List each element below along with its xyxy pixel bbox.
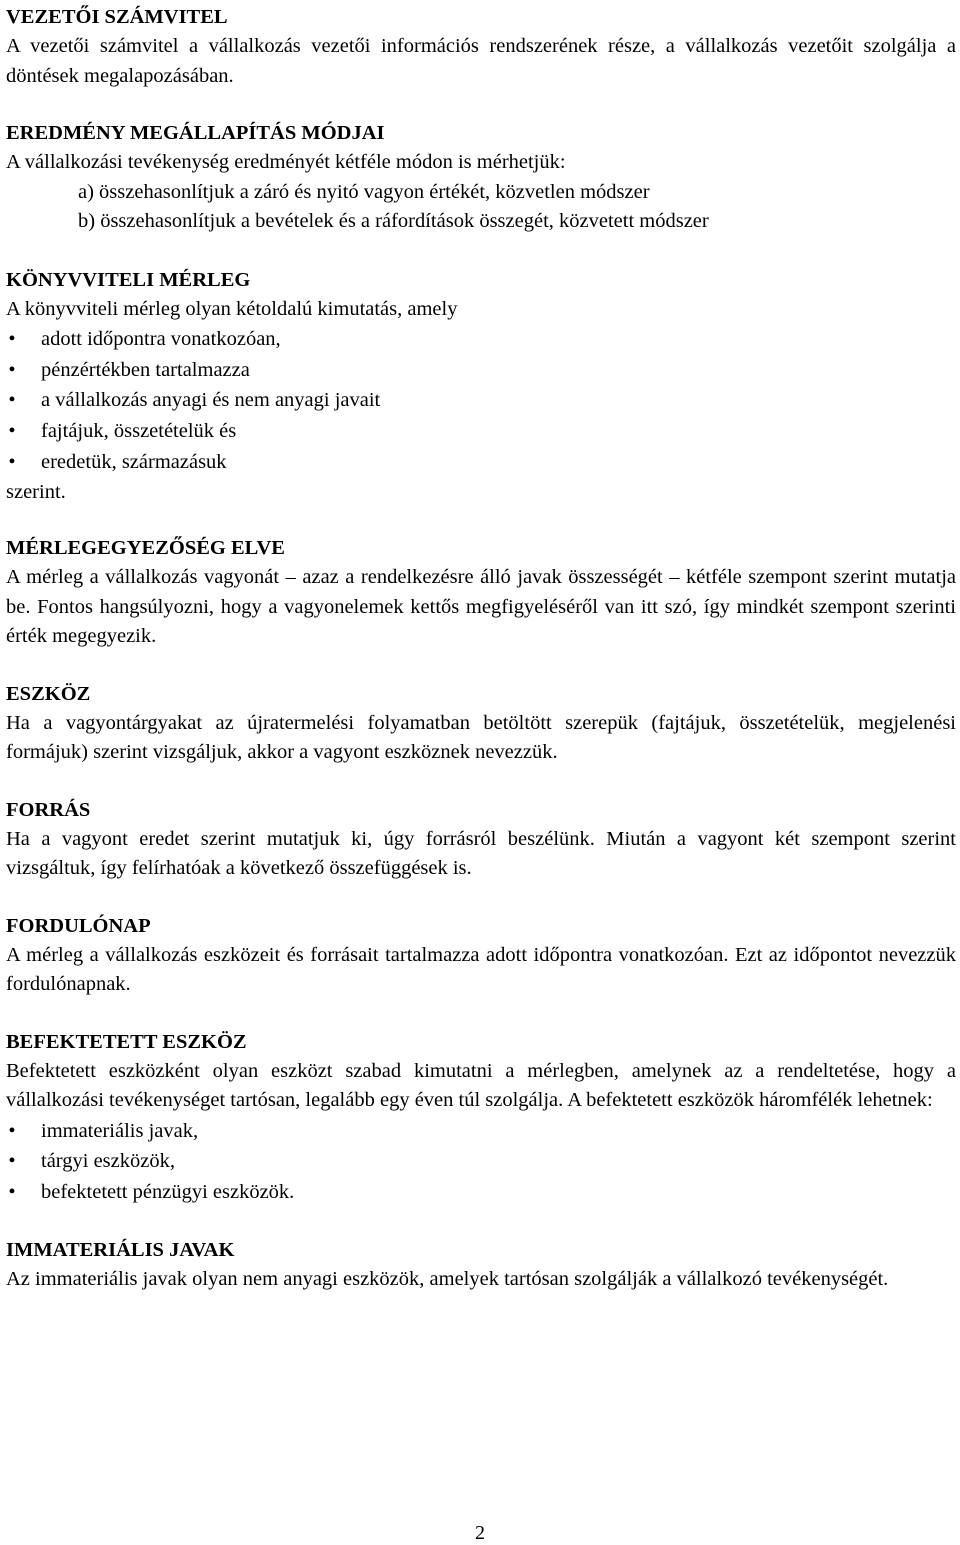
heading-forras: FORRÁS	[6, 798, 91, 821]
konyvviteli-bullet-list	[6, 324, 956, 478]
section-konyvviteli-merleg	[6, 266, 956, 508]
list-item	[6, 416, 956, 447]
method-b-line: b) összehasonlítjuk a bevételek és a ráfordítások összegét, közvetett módszer	[78, 210, 709, 232]
list-item	[6, 355, 956, 386]
section-immaterialis-javak	[6, 1236, 956, 1295]
heading-immaterialis-javak: IMMATERIÁLIS JAVAK	[6, 1238, 235, 1261]
bullet-icon: •	[8, 358, 16, 381]
bullet-icon: •	[8, 1180, 16, 1203]
paragraph-vezetoi-szamvitel: A vezetői számvitel a vállalkozás vezetői információs rendszerének része, a vállalkozás vezetőit szolgálja a döntések megalapozásában.	[6, 35, 956, 87]
page-number: 2	[475, 1522, 485, 1544]
section-vezetoi-szamvitel	[6, 3, 956, 91]
bullet-icon: •	[8, 328, 16, 350]
bullet-icon: •	[8, 1150, 16, 1173]
befektetett-bullet-list	[6, 1116, 956, 1208]
heading-konyvviteli-merleg: KÖNYVVITELI MÉRLEG	[6, 268, 251, 291]
list-item	[6, 385, 956, 416]
method-a-line: a) összehasonlítjuk a záró és nyitó vagyon értékét, közvetlen módszer	[78, 180, 650, 203]
heading-fordulonap: FORDULÓNAP	[6, 914, 151, 937]
list-item-text: pénzértékben tartalmazza	[41, 358, 250, 381]
heading-merlegegyezoseg-elve: MÉRLEGEGYEZŐSÉG ELVE	[6, 537, 285, 560]
list-item-text: adott időpontra vonatkozóan,	[41, 328, 281, 350]
paragraph-eredmeny-intro: A vállalkozási tevékenység eredményét kétféle módon is mérhetjük:	[6, 151, 566, 173]
list-item	[6, 447, 956, 478]
bullet-icon: •	[8, 389, 16, 412]
section-befektetett-eszkoz	[6, 1028, 956, 1208]
bullet-icon: •	[8, 1119, 16, 1142]
paragraph-eszkoz: Ha a vagyontárgyakat az újratermelési folyamatban betöltött szerepük (fajtájuk, összetételük, megjelenési formájuk) szerint vizsgáljuk, akkor a vagyont eszköznek nevezzük.	[6, 711, 956, 764]
section-eredmeny-megallapitas	[6, 119, 956, 237]
paragraph-befektetett-eszkoz: Befektetett eszközként olyan eszközt szabad kimutatni a mérlegben, amelynek az a rendeltetése, hogy a vállalkozási tevékenységet tartósan, legalább egy éven túl szolgálja. A befektetett eszközök háromfélék lehetnek:	[6, 1059, 956, 1112]
section-eszkoz	[6, 680, 956, 768]
list-item-text: tárgyi eszközök,	[41, 1150, 175, 1173]
paragraph-forras: Ha a vagyont eredet szerint mutatjuk ki, úgy forrásról beszélünk. Miután a vagyont két szempont szerint vizsgáltuk, így felírhatóak a következő összefüggések is.	[6, 827, 956, 880]
heading-eszkoz: ESZKÖZ	[6, 682, 91, 705]
list-item	[6, 1177, 956, 1208]
list-item-text: fajtájuk, összetételük és	[41, 420, 237, 443]
heading-befektetett-eszkoz: BEFEKTETETT ESZKÖZ	[6, 1030, 247, 1053]
paragraph-konyvviteli-intro: A könyvviteli mérleg olyan kétoldalú kimutatás, amely	[6, 297, 458, 320]
section-merlegegyezoseg-elve	[6, 534, 956, 652]
list-item-text: befektetett pénzügyi eszközök.	[41, 1180, 295, 1203]
list-item-text: eredetük, származásuk	[41, 450, 227, 473]
bullet-icon: •	[8, 420, 16, 443]
section-fordulonap	[6, 912, 956, 1000]
list-item	[6, 324, 956, 355]
list-item	[6, 1146, 956, 1177]
heading-eredmeny-megallapitas: EREDMÉNY MEGÁLLAPÍTÁS MÓDJAI	[6, 122, 385, 144]
paragraph-immaterialis-javak: Az immateriális javak olyan nem anyagi eszközök, amelyek tartósan szolgálják a vállalkozó tevékenységét.	[6, 1267, 889, 1290]
paragraph-konyvviteli-outro: szerint.	[6, 480, 66, 503]
paragraph-fordulonap: A mérleg a vállalkozás eszközeit és forrásait tartalmazza adott időpontra vonatkozóan. Ezt az időpontot nevezzük fordulónapnak.	[6, 943, 956, 996]
document-page	[6, 3, 956, 1294]
list-item-text: a vállalkozás anyagi és nem anyagi javait	[41, 389, 381, 412]
section-forras	[6, 796, 956, 884]
paragraph-merlegegyezoseg-elve: A mérleg a vállalkozás vagyonát – azaz a rendelkezésre álló javak összességét – kétféle szempont szerint mutatja be. Fontos hangsúlyozni, hogy a vagyonelemek kettős megfigyeléséről van itt szó, így mindkét szempont szerinti érték megegyezik.	[6, 566, 956, 648]
heading-vezetoi-szamvitel: VEZETŐI SZÁMVITEL	[6, 6, 228, 28]
list-item	[6, 1116, 956, 1147]
bullet-icon: •	[8, 450, 16, 473]
list-item-text: immateriális javak,	[41, 1119, 199, 1142]
